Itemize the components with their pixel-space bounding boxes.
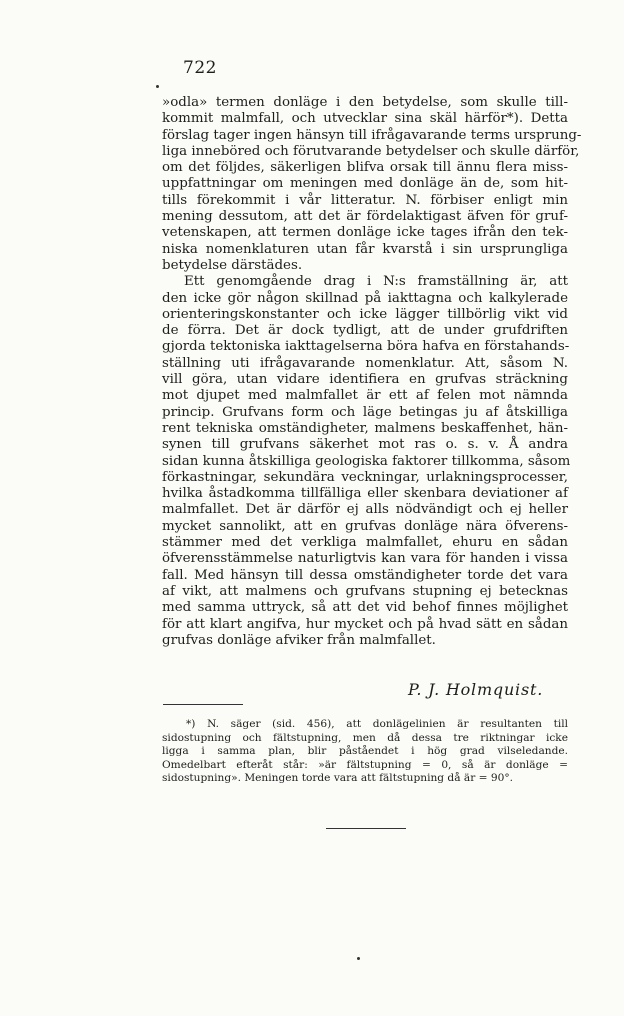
text-line: vetenskapen, att termen donläge icke tages ifrån den tek-: [162, 225, 568, 241]
text-line: kommit malmfall, och utvecklar sina skäl härför*). Detta: [162, 111, 568, 127]
text-line: rent tekniska omständigheter, malmens beskaffenhet, hän-: [162, 420, 568, 436]
text-line: af vikt, att malmens och grufvans stupning ej betecknas: [162, 583, 568, 599]
text-line: förkastningar, sekundära veckningar, urlakningsprocesser,: [162, 469, 568, 485]
text-line: ställning uti ifrågavarande nomenklatur. Att, såsom N.: [162, 355, 568, 371]
text-line: sidan kunna åtskilliga geologiska faktorer tillkomma, såsom: [162, 453, 571, 469]
text-line: förslag tager ingen hänsyn till ifrågavarande terms ursprung-: [162, 127, 582, 143]
footnote-line: ligga i samma plan, blir påståendet i hög grad vilseledande.: [162, 745, 568, 757]
text-line: för att klart angifva, hur mycket och på hvad sätt en sådan: [162, 616, 568, 632]
text-line: orienteringskonstanter och icke lägger tillbörlig vikt vid: [162, 306, 568, 322]
footnote: [162, 718, 568, 786]
text-line: mot djupet med malmfallet är ett af felen mot nämnda: [162, 388, 568, 404]
page-number: 722: [183, 58, 217, 78]
text-line: betydelse därstädes.: [162, 257, 303, 273]
text-line: tills förekommit i vår litteratur. N. förbiser enligt min: [162, 192, 568, 208]
footnote-line: *) N. säger (sid. 456), att donlägelinien är resultanten till: [186, 718, 568, 730]
footnote-line: Omedelbart efteråt står: »är fältstupning = 0, så är donläge =: [162, 758, 568, 771]
body-text: [162, 95, 582, 649]
text-line: grufvas donläge afviker från malmfallet.: [162, 632, 436, 648]
text-line: mening dessutom, att det är fördelaktigast äfven för gruf-: [162, 209, 568, 225]
text-line: fall. Med hänsyn till dessa omständigheter torde det vara: [162, 567, 568, 583]
print-speck: [156, 85, 159, 88]
text-line: den icke gör någon skillnad på iakttagna och kalkylerade: [162, 290, 568, 306]
text-line: malmfallet. Det är därför ej alls nödvändigt och ej heller: [162, 502, 568, 518]
text-line: stämmer med det verkliga malmfallet, ehuru en sådan: [162, 535, 568, 551]
text-line: Ett genomgående drag i N:s framställning är, att: [184, 274, 568, 290]
print-speck: [357, 957, 360, 960]
footnote-line: sidostupning och fältstupning, men då dessa tre riktningar icke: [162, 731, 568, 744]
text-line: niska nomenklaturen utan får kvarstå i sin ursprungliga: [162, 241, 568, 257]
section-end-rule: [326, 828, 406, 829]
text-line: gjorda tektoniska iakttagelserna böra hafva en förstahands-: [162, 339, 570, 355]
text-line: »odla» termen donläge i den betydelse, som skulle till-: [162, 95, 568, 110]
text-line: om det följdes, säkerligen blifva orsak till ännu flera miss-: [162, 160, 568, 176]
signature: P. J. Holmquist.: [408, 680, 544, 699]
footnote-divider: [163, 704, 243, 705]
text-line: synen till grufvans säkerhet mot ras o. s. v. Å andra: [162, 437, 568, 453]
text-line: uppfattningar om meningen med donläge än de, som hit-: [162, 176, 568, 192]
text-line: de förra. Det är dock tydligt, att de under grufdriften: [162, 323, 568, 339]
text-line: med samma uttryck, så att det vid behof finnes möjlighet: [162, 600, 568, 616]
text-line: vill göra, utan vidare identifiera en grufvas sträckning: [162, 372, 568, 388]
text-line: liga inneböred och förutvarande betydelser och skulle därför,: [162, 143, 580, 159]
text-line: princip. Grufvans form och läge betingas ju af åtskilliga: [162, 404, 568, 420]
text-line: mycket sannolikt, att en grufvas donläge nära öfverens-: [162, 518, 568, 534]
footnote-line: sidostupning». Meningen torde vara att fältstupning då är = 90°.: [162, 772, 514, 784]
text-line: öfverensstämmelse naturligtvis kan vara för handen i vissa: [162, 551, 568, 567]
text-line: hvilka åstadkomma tillfälliga eller skenbara deviationer af: [162, 486, 568, 502]
